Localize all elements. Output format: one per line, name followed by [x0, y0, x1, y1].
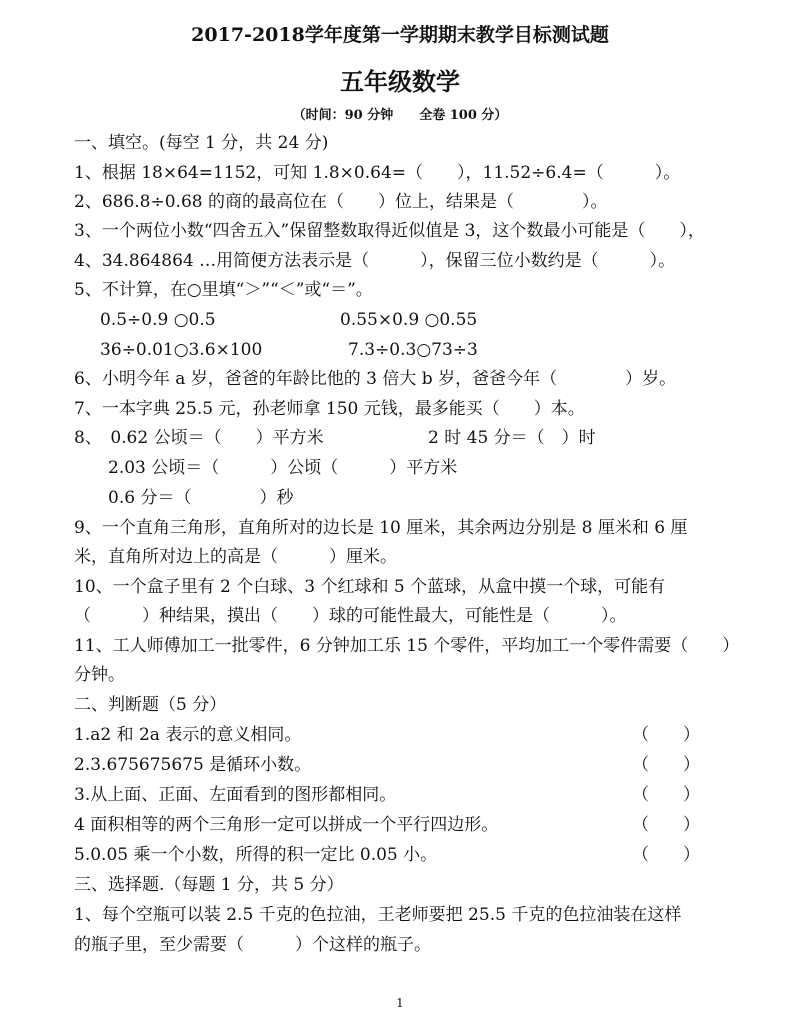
compare-item: 0.5÷0.9 ○0.5	[100, 310, 216, 330]
question-1-2: 2、686.8÷0.68 的商的最高位在（ ）位上，结果是（ ）。	[74, 192, 608, 212]
question-1-7: 7、一本字典 25.5 元，孙老师拿 150 元钱，最多能买（ ）本。	[74, 399, 585, 419]
page-number: 1	[396, 996, 404, 1010]
compare-item: 36÷0.01○3.6×100	[100, 340, 263, 360]
question-1-11-line-2: 分钟。	[74, 665, 125, 685]
answer-bracket: （ ）	[632, 845, 700, 865]
exam-subtitle: 五年级数学	[340, 67, 460, 96]
question-1-8-row-1	[74, 427, 752, 449]
answer-bracket: （ ）	[632, 755, 700, 775]
question-1-5-row-2	[100, 339, 752, 361]
section-2-heading: 二、判断题（5 分）	[74, 695, 227, 715]
question-1-8-row-2: 2.03 公顷＝（ ）公顷（ ）平方米	[108, 458, 458, 478]
conversion-item: 2 时 45 分＝（ ）时	[428, 428, 596, 448]
judge-item	[74, 844, 752, 866]
exam-title: 2017-2018学年度第一学期期末教学目标测试题	[191, 24, 609, 46]
answer-bracket: （ ）	[632, 815, 700, 835]
question-1-6: 6、小明今年 a 岁，爸爸的年龄比他的 3 倍大 b 岁，爸爸今年（ ）岁。	[74, 369, 677, 389]
question-1-5-row-1	[100, 309, 752, 331]
question-1-5: 5、不计算，在○里填“＞”“＜”或“＝”。	[74, 280, 373, 300]
section-1-heading: 一、填空。(每空 1 分，共 24 分)	[74, 133, 329, 153]
judge-item	[74, 784, 752, 806]
compare-item: 0.55×0.9 ○0.55	[340, 310, 478, 330]
question-1-4: 4、34.864864 …用简便方法表示是（ ），保留三位小数约是（ ）。	[74, 251, 676, 271]
question-1-3: 3、一个两位小数“四舍五入”保留整数取得近似值是 3，这个数最小可能是（ ），	[74, 221, 705, 241]
question-1-10-line-1: 10、一个盒子里有 2 个白球、3 个红球和 5 个蓝球，从盒中摸一个球，可能有	[74, 577, 666, 597]
question-3-1-line-2: 的瓶子里，至少需要（ ）个这样的瓶子。	[74, 935, 431, 955]
question-1-9-line-2: 米，直角所对边上的高是（ ）厘米。	[74, 547, 397, 567]
judge-statement: 5.0.05 乘一个小数，所得的积一定比 0.05 小。	[74, 845, 438, 865]
exam-info: （时间：90 分钟 全卷 100 分）	[292, 108, 508, 123]
conversion-item: 8、 0.62 公顷＝（ ）平方米	[74, 428, 324, 448]
question-1-10-line-2: （ ）种结果，摸出（ ）球的可能性最大，可能性是（ ）。	[74, 606, 627, 626]
judge-statement: 1.a2 和 2a 表示的意义相同。	[74, 725, 302, 745]
question-1-1: 1、根据 18×64=1152，可知 1.8×0.64=（ ），11.52÷6.4=（ ）。	[74, 163, 681, 183]
judge-statement: 3.从上面、正面、左面看到的图形都相同。	[74, 785, 397, 805]
judge-item	[74, 814, 752, 836]
question-1-9-line-1: 9、一个直角三角形，直角所对的边长是 10 厘米，其余两边分别是 8 厘米和 6 厘	[74, 518, 688, 538]
question-1-11-line-1: 11、工人师傅加工一批零件，6 分钟加工乐 15 个零件，平均加工一个零件需要（ ）	[74, 636, 740, 656]
question-1-8-row-3: 0.6 分＝（ ）秒	[108, 488, 294, 508]
question-3-1-line-1: 1、每个空瓶可以装 2.5 千克的色拉油，王老师要把 25.5 千克的色拉油装在这样	[74, 905, 682, 925]
compare-item: 7.3÷0.3○73÷3	[348, 340, 478, 360]
judge-statement: 4 面积相等的两个三角形一定可以拼成一个平行四边形。	[74, 815, 499, 835]
section-3-heading: 三、选择题.（每题 1 分，共 5 分）	[74, 875, 344, 895]
answer-bracket: （ ）	[632, 785, 700, 805]
judge-item	[74, 724, 752, 746]
answer-bracket: （ ）	[632, 725, 700, 745]
judge-statement: 2.3.675675675 是循环小数。	[74, 755, 312, 775]
judge-item	[74, 754, 752, 776]
